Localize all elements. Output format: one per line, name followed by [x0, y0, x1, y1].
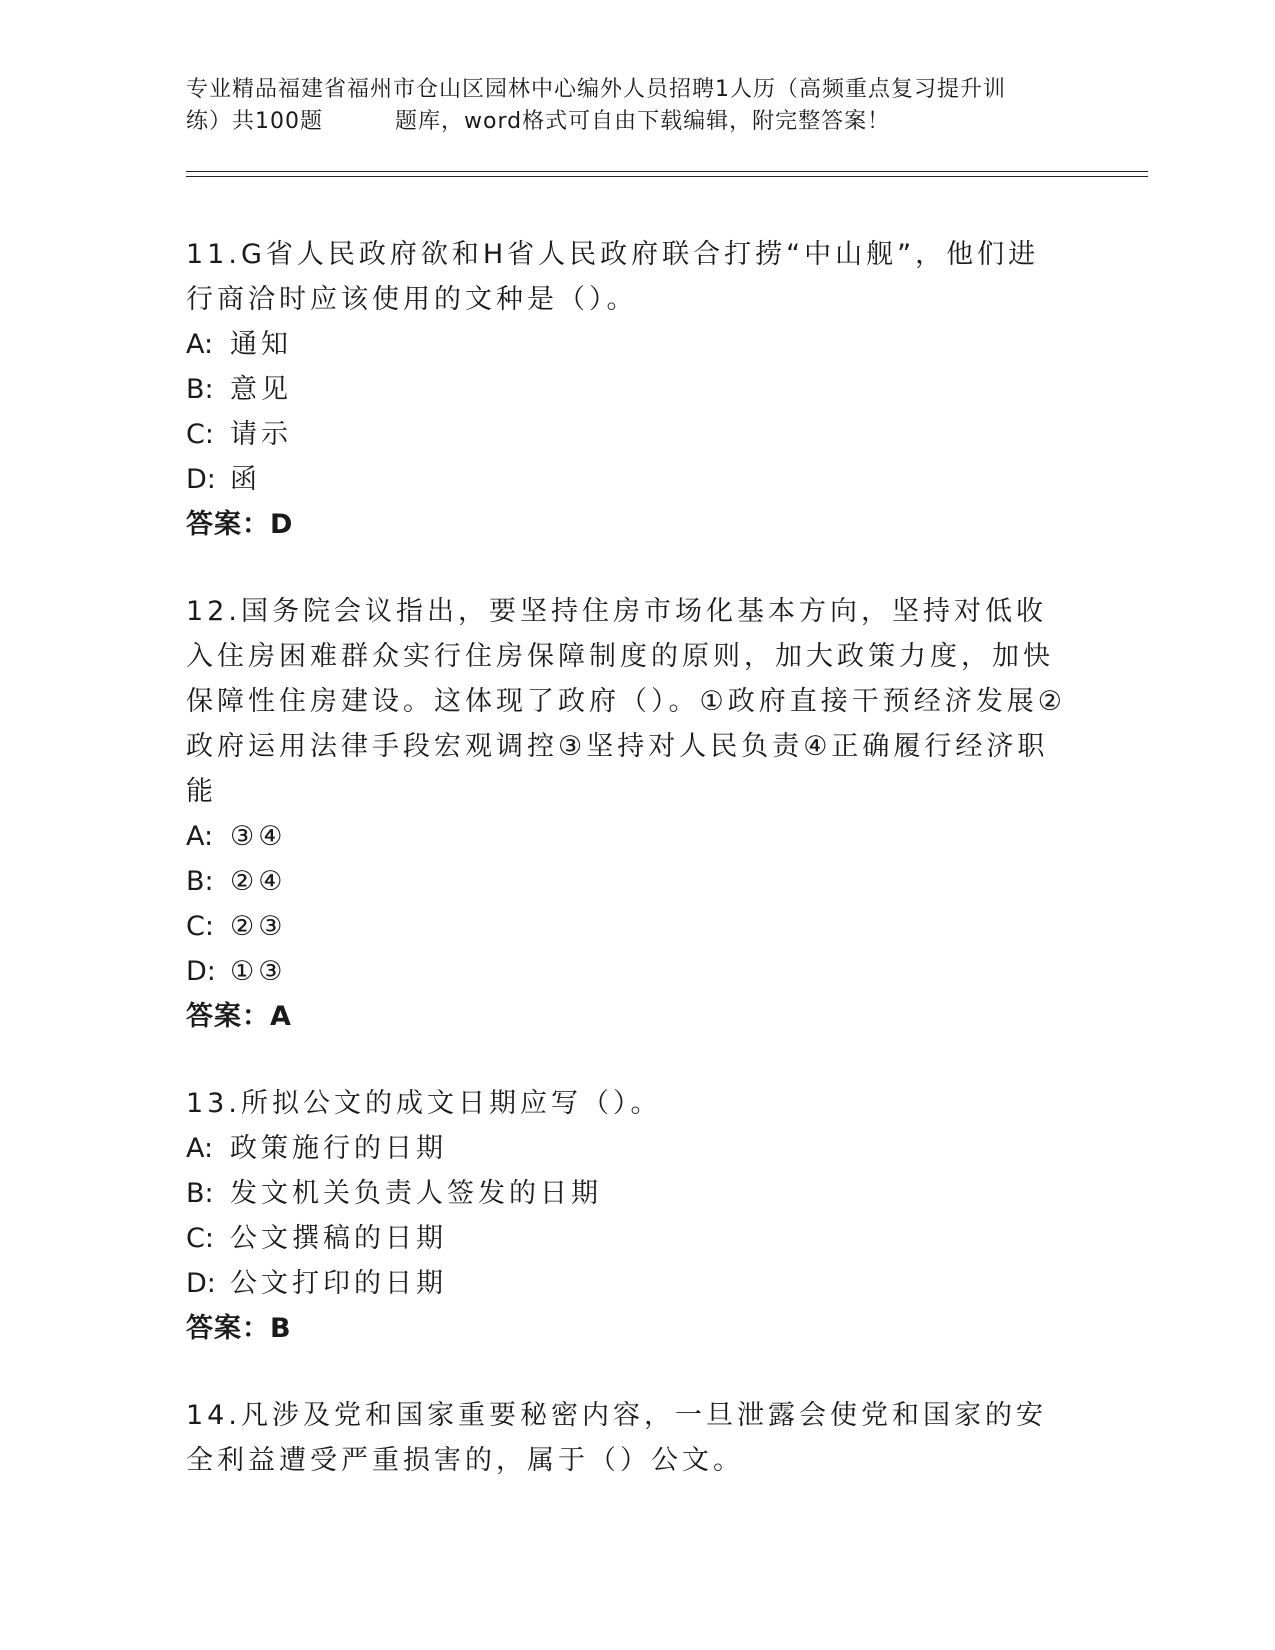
question-stem: 13.所拟公文的成文日期应写（）。 [186, 1088, 662, 1119]
answer-line [186, 502, 1066, 547]
document-header [186, 74, 1086, 138]
answer-value: B [270, 1313, 292, 1344]
answer-line [186, 1306, 1066, 1351]
option-letter: B: [186, 866, 214, 897]
answer-option [186, 904, 1066, 949]
question-list [186, 232, 1066, 1525]
question-block [186, 589, 1066, 1039]
answer-prefix: 答案： [186, 509, 270, 540]
answer-option [186, 367, 1066, 412]
header-rule-top [186, 171, 1148, 172]
header-line-2 [186, 106, 1086, 138]
option-letter: A: [186, 329, 214, 360]
answer-option [186, 457, 1066, 502]
option-letter: D: [186, 956, 216, 987]
answer-option [186, 859, 1066, 904]
option-text: 公文撰稿的日期 [230, 1223, 447, 1254]
option-letter: B: [186, 374, 214, 405]
question-block [186, 232, 1066, 547]
answer-line [186, 994, 1066, 1039]
option-letter: A: [186, 1133, 214, 1164]
answer-value: D [270, 509, 294, 540]
answer-option [186, 1261, 1066, 1306]
option-letter: B: [186, 1178, 214, 1209]
question-stem: 14.凡涉及党和国家重要秘密内容，一旦泄露会使党和国家的安全利益遭受严重损害的，属于（）公文。 [186, 1400, 1047, 1476]
header-line-2-left: 练）共100题 [186, 109, 323, 134]
option-text: 请示 [230, 419, 292, 450]
header-line-1: 专业精品福建省福州市仓山区园林中心编外人员招聘1人历（高频重点复习提升训 [186, 77, 1006, 102]
option-text: 意见 [230, 374, 292, 405]
answer-option [186, 1171, 1066, 1216]
answer-option [186, 949, 1066, 994]
answer-option [186, 412, 1066, 457]
answer-prefix: 答案： [186, 1001, 270, 1032]
option-text: 发文机关负责人签发的日期 [230, 1178, 602, 1209]
question-stem: 12.国务院会议指出，要坚持住房市场化基本方向，坚持对低收入住房困难群众实行住房保障制度的原则，加大政策力度，加快保障性住房建设。这体现了政府（）。①政府直接干预经济发展②政府运用法律手段宏观调控③坚持对人民负责④正确履行经济职能 [186, 596, 1066, 807]
option-text: 公文打印的日期 [230, 1268, 447, 1299]
header-line-2-right: 题库，word格式可自由下载编辑，附完整答案！ [395, 109, 891, 134]
option-letter: D: [186, 1268, 216, 1299]
option-letter: C: [186, 419, 214, 450]
option-letter: C: [186, 911, 214, 942]
option-text: ③④ [230, 821, 287, 852]
question-block [186, 1081, 1066, 1351]
answer-prefix: 答案： [186, 1313, 270, 1344]
answer-value: A [270, 1001, 292, 1032]
header-rule-bottom [186, 176, 1148, 177]
option-text: ①③ [230, 956, 287, 987]
answer-option [186, 1126, 1066, 1171]
option-text: ②③ [230, 911, 287, 942]
option-text: 函 [230, 464, 261, 495]
option-text: 通知 [230, 329, 292, 360]
option-letter: C: [186, 1223, 214, 1254]
question-stem: 11.G省人民政府欲和H省人民政府联合打捞“中山舰”，他们进行商洽时应该使用的文种是（）。 [186, 239, 1040, 315]
option-text: ②④ [230, 866, 287, 897]
option-text: 政策施行的日期 [230, 1133, 447, 1164]
option-letter: D: [186, 464, 216, 495]
option-letter: A: [186, 821, 214, 852]
answer-option [186, 1216, 1066, 1261]
answer-option [186, 322, 1066, 367]
answer-option [186, 814, 1066, 859]
question-block [186, 1393, 1066, 1483]
